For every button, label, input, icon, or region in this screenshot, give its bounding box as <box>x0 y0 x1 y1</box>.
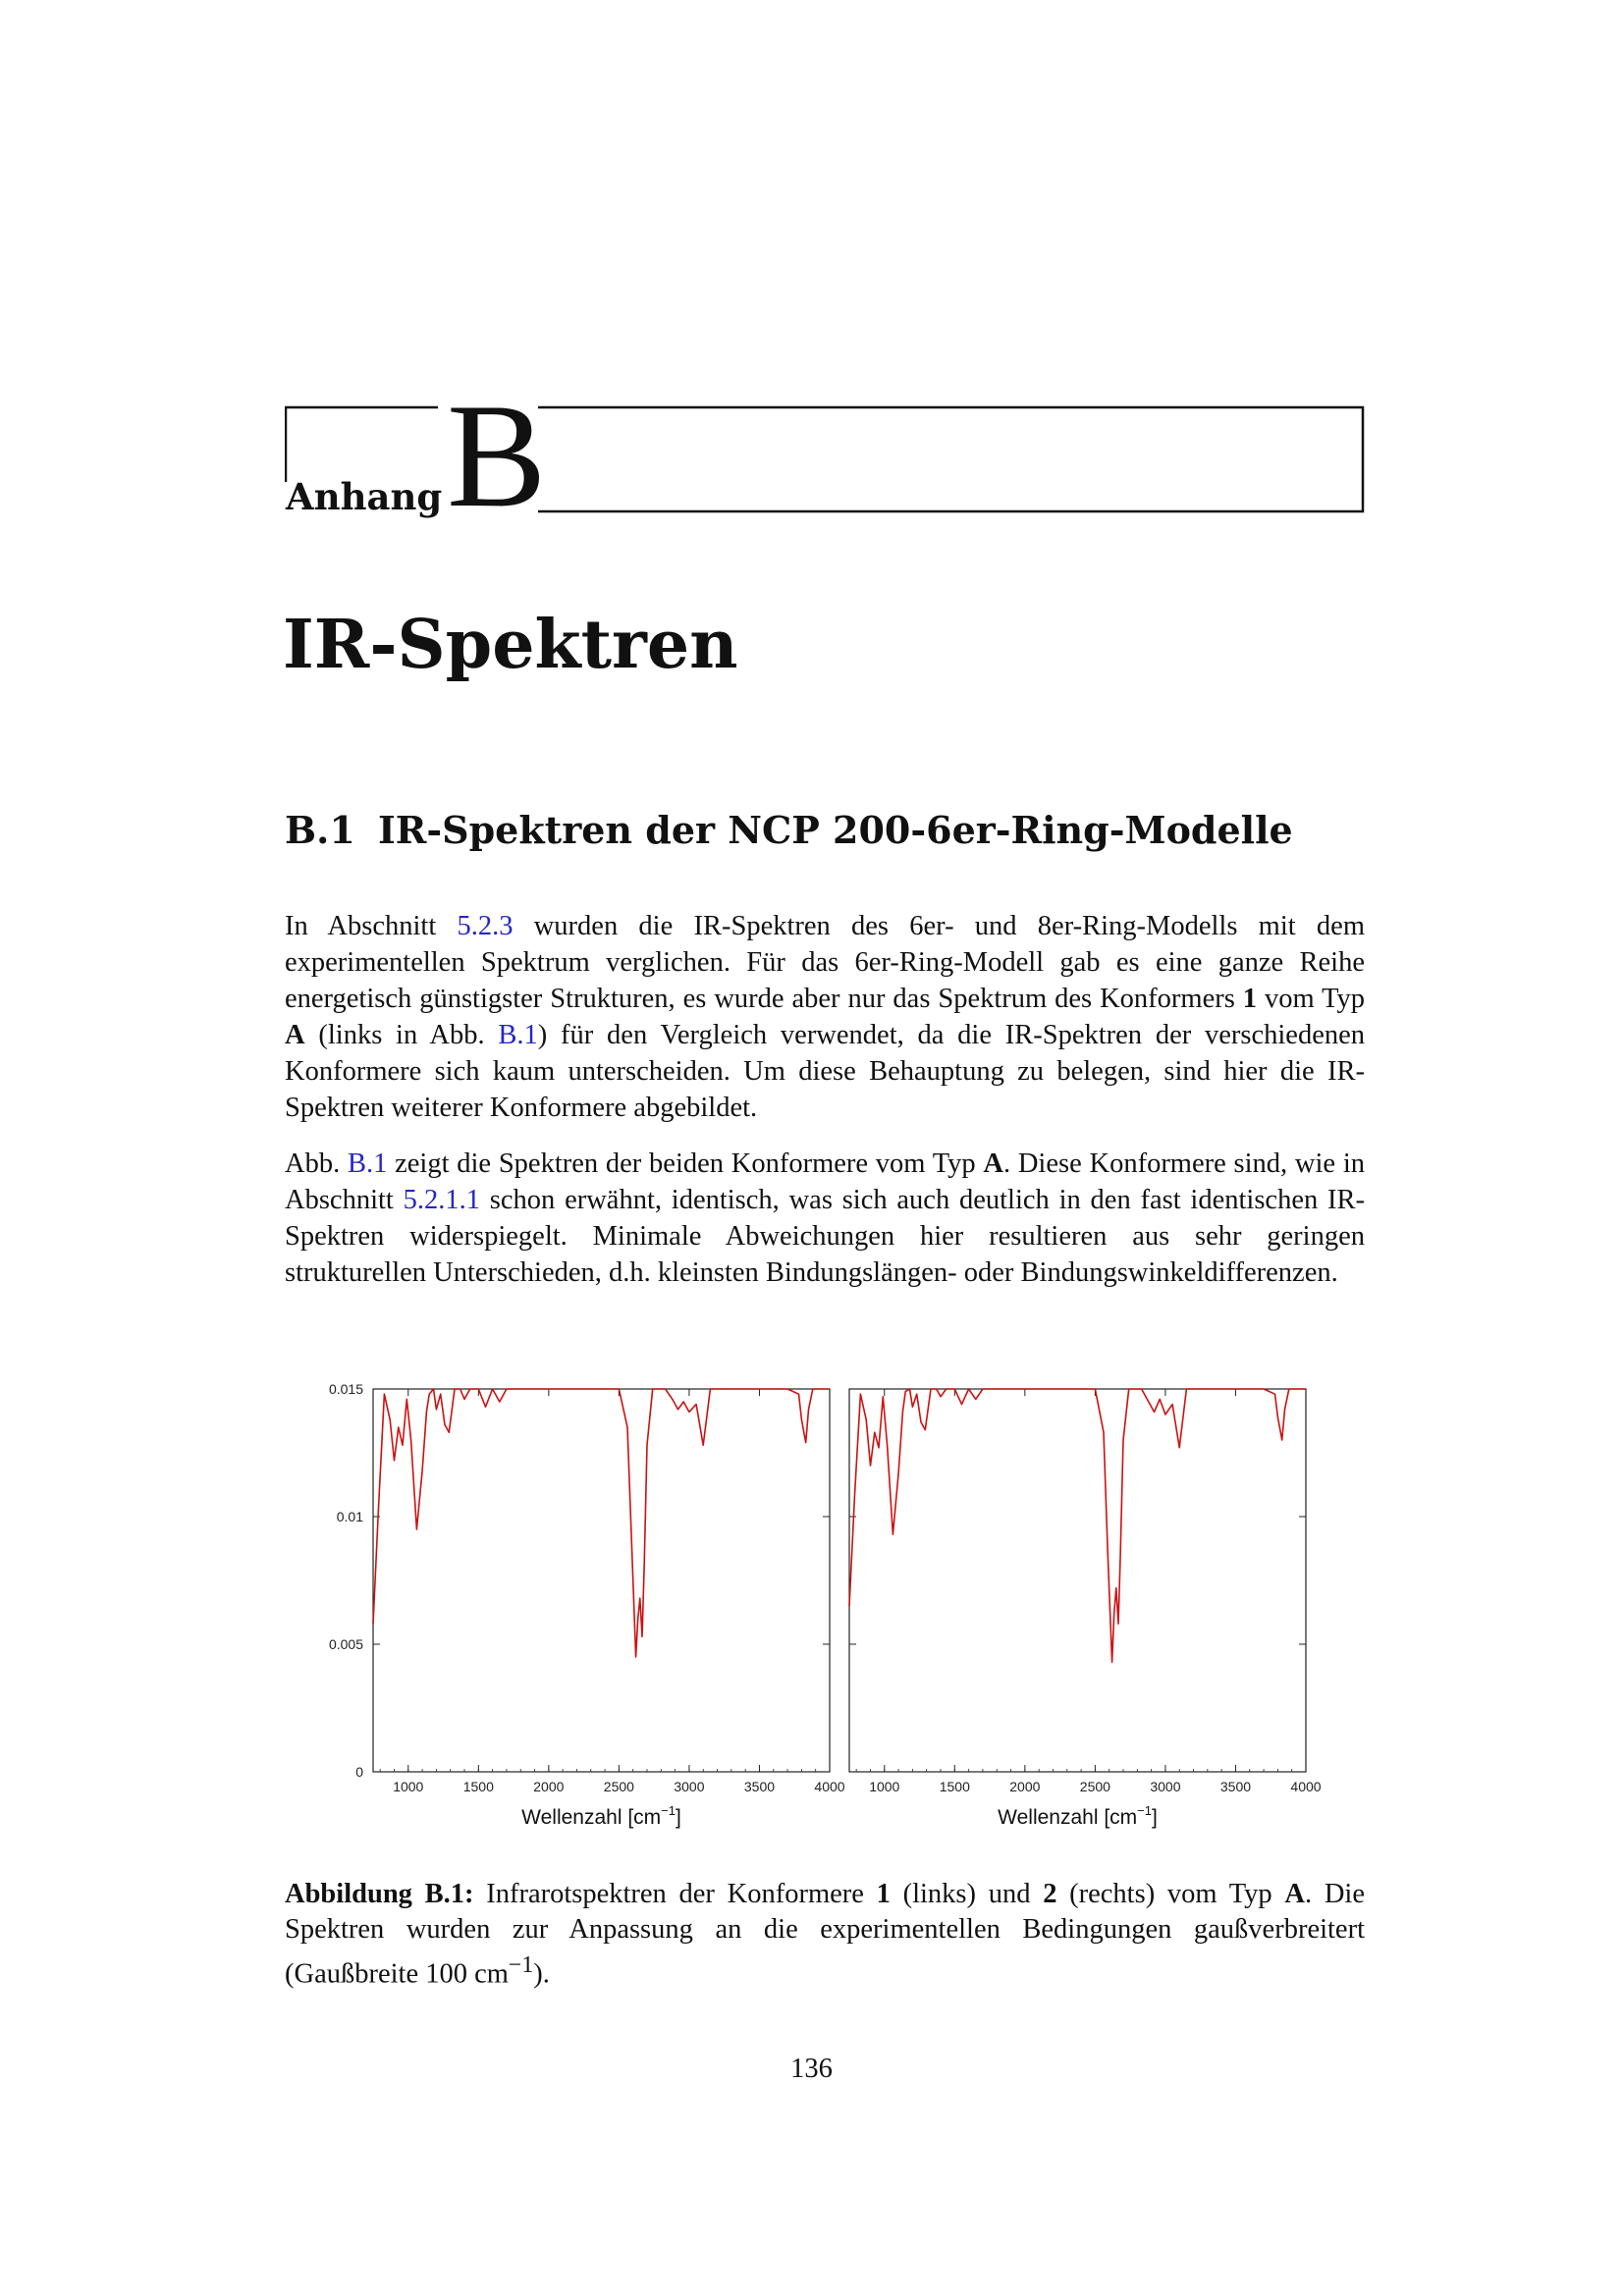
x-axis-label: Wellenzahl $[cm^{-1}]$ <box>998 1803 1158 1829</box>
x-tick-label: 1000 <box>393 1779 424 1794</box>
chapter-title: IR-Spektren <box>283 606 738 684</box>
section-link[interactable]: 5.2.3 <box>457 911 514 941</box>
paragraph-2 <box>285 1146 1365 1291</box>
plot-frame <box>373 1389 830 1772</box>
x-tick-label: 4000 <box>814 1779 845 1794</box>
spectrum-panel-2 <box>849 1389 1322 1829</box>
section-number: B.1 <box>285 808 355 852</box>
plot-frame <box>849 1389 1306 1772</box>
text-run: schon erwähnt, identisch, was sich auch deutlich in den fast identischen IR-Spektren widerspiegelt. Minimale Abweichungen hier resultieren aus sehr geringen strukturellen Unterschieden, d.h. kleinsten Bindungslängen- oder Bindungswinkeldifferenzen. <box>285 1185 1366 1288</box>
section-link[interactable]: 5.2.1.1 <box>403 1185 480 1215</box>
figure-link[interactable]: B.1 <box>498 1020 538 1050</box>
y-tick-label: 0.005 <box>328 1636 363 1652</box>
x-tick-label: 4000 <box>1290 1779 1322 1794</box>
page-number: 136 <box>790 2054 833 2084</box>
x-tick-label: 2500 <box>1079 1779 1110 1794</box>
text-run: ) für den Vergleich verwendet, da die IR-Spektren der verschiedenen Konformere sich kaum unterscheiden. Um diese Behauptung zu belegen, sind hier die IR-Spektren weiterer Konformere abgebildet. <box>285 1020 1365 1123</box>
figure-caption <box>285 1877 1365 1993</box>
superscript: −1 <box>508 1952 534 1978</box>
text-run: vom Typ <box>1257 984 1365 1014</box>
bold-run: A <box>285 1020 305 1050</box>
text-run: (links in Abb. <box>304 1020 499 1050</box>
y-tick-label: 0.015 <box>328 1381 363 1397</box>
bold-run: A <box>1284 1879 1305 1909</box>
y-tick-label: 0 <box>355 1764 363 1780</box>
text-run: (links) und <box>890 1879 1044 1909</box>
x-tick-label: 1500 <box>462 1779 494 1794</box>
chapter-letter: B <box>447 373 547 538</box>
text-run: In Abschnitt <box>285 911 458 941</box>
x-tick-label: 2000 <box>533 1779 565 1794</box>
bold-run: 1 <box>876 1879 891 1909</box>
text-run: zeigt die Spektren der beiden Konformere vom Typ <box>387 1148 984 1179</box>
spectrum-panel-1 <box>329 1381 845 1829</box>
x-tick-label: 1500 <box>939 1779 970 1794</box>
text-run: ). <box>533 1958 550 1990</box>
caption-label: Abbildung B.1: <box>285 1879 474 1909</box>
spectrum-line <box>373 1389 830 1657</box>
spectrum-line <box>849 1389 1306 1662</box>
bold-run: 2 <box>1043 1879 1057 1909</box>
bold-run: 1 <box>1242 984 1258 1014</box>
text-run: Infrarotspektren der Konformere <box>473 1879 877 1909</box>
x-tick-label: 3000 <box>674 1779 705 1794</box>
section-title: IR-Spektren der NCP 200-6er-Ring-Modelle <box>378 808 1293 852</box>
text-run: . Diese Konformere sind, wie in Abschnitt <box>285 1148 1365 1215</box>
section-heading <box>285 808 1293 852</box>
text-run: Abb. <box>285 1148 348 1179</box>
x-tick-label: 3000 <box>1150 1779 1181 1794</box>
chapter-label: Anhang <box>286 475 443 518</box>
x-tick-label: 3500 <box>743 1779 776 1794</box>
ir-spectra-figure <box>295 1369 1345 1850</box>
x-tick-label: 3500 <box>1219 1779 1252 1794</box>
paragraph-1 <box>285 908 1365 1126</box>
text-run: . Die Spektren wurden zur Anpassung an die experimentellen Bedingungen gaußverbreitert (Gaußbreite 100 cm <box>285 1879 1365 1990</box>
x-tick-label: 2500 <box>603 1779 634 1794</box>
text-run: wurden die IR-Spektren des 6er- und 8er-Ring-Modells mit dem experimentellen Spektrum verglichen. Für das 6er-Ring-Modell gab es eine ganze Reihe energetisch günstigster Strukturen, es wurde aber nur das Spektrum des Konformers <box>285 911 1365 1014</box>
x-tick-label: 1000 <box>869 1779 900 1794</box>
x-axis-label: Wellenzahl $[cm^{-1}]$ <box>521 1803 681 1829</box>
text-run: (rechts) vom Typ <box>1056 1879 1285 1909</box>
figure-link[interactable]: B.1 <box>347 1148 388 1179</box>
bold-run: A <box>983 1148 1003 1179</box>
y-tick-label: 0.01 <box>336 1509 363 1524</box>
x-tick-label: 2000 <box>1009 1779 1041 1794</box>
